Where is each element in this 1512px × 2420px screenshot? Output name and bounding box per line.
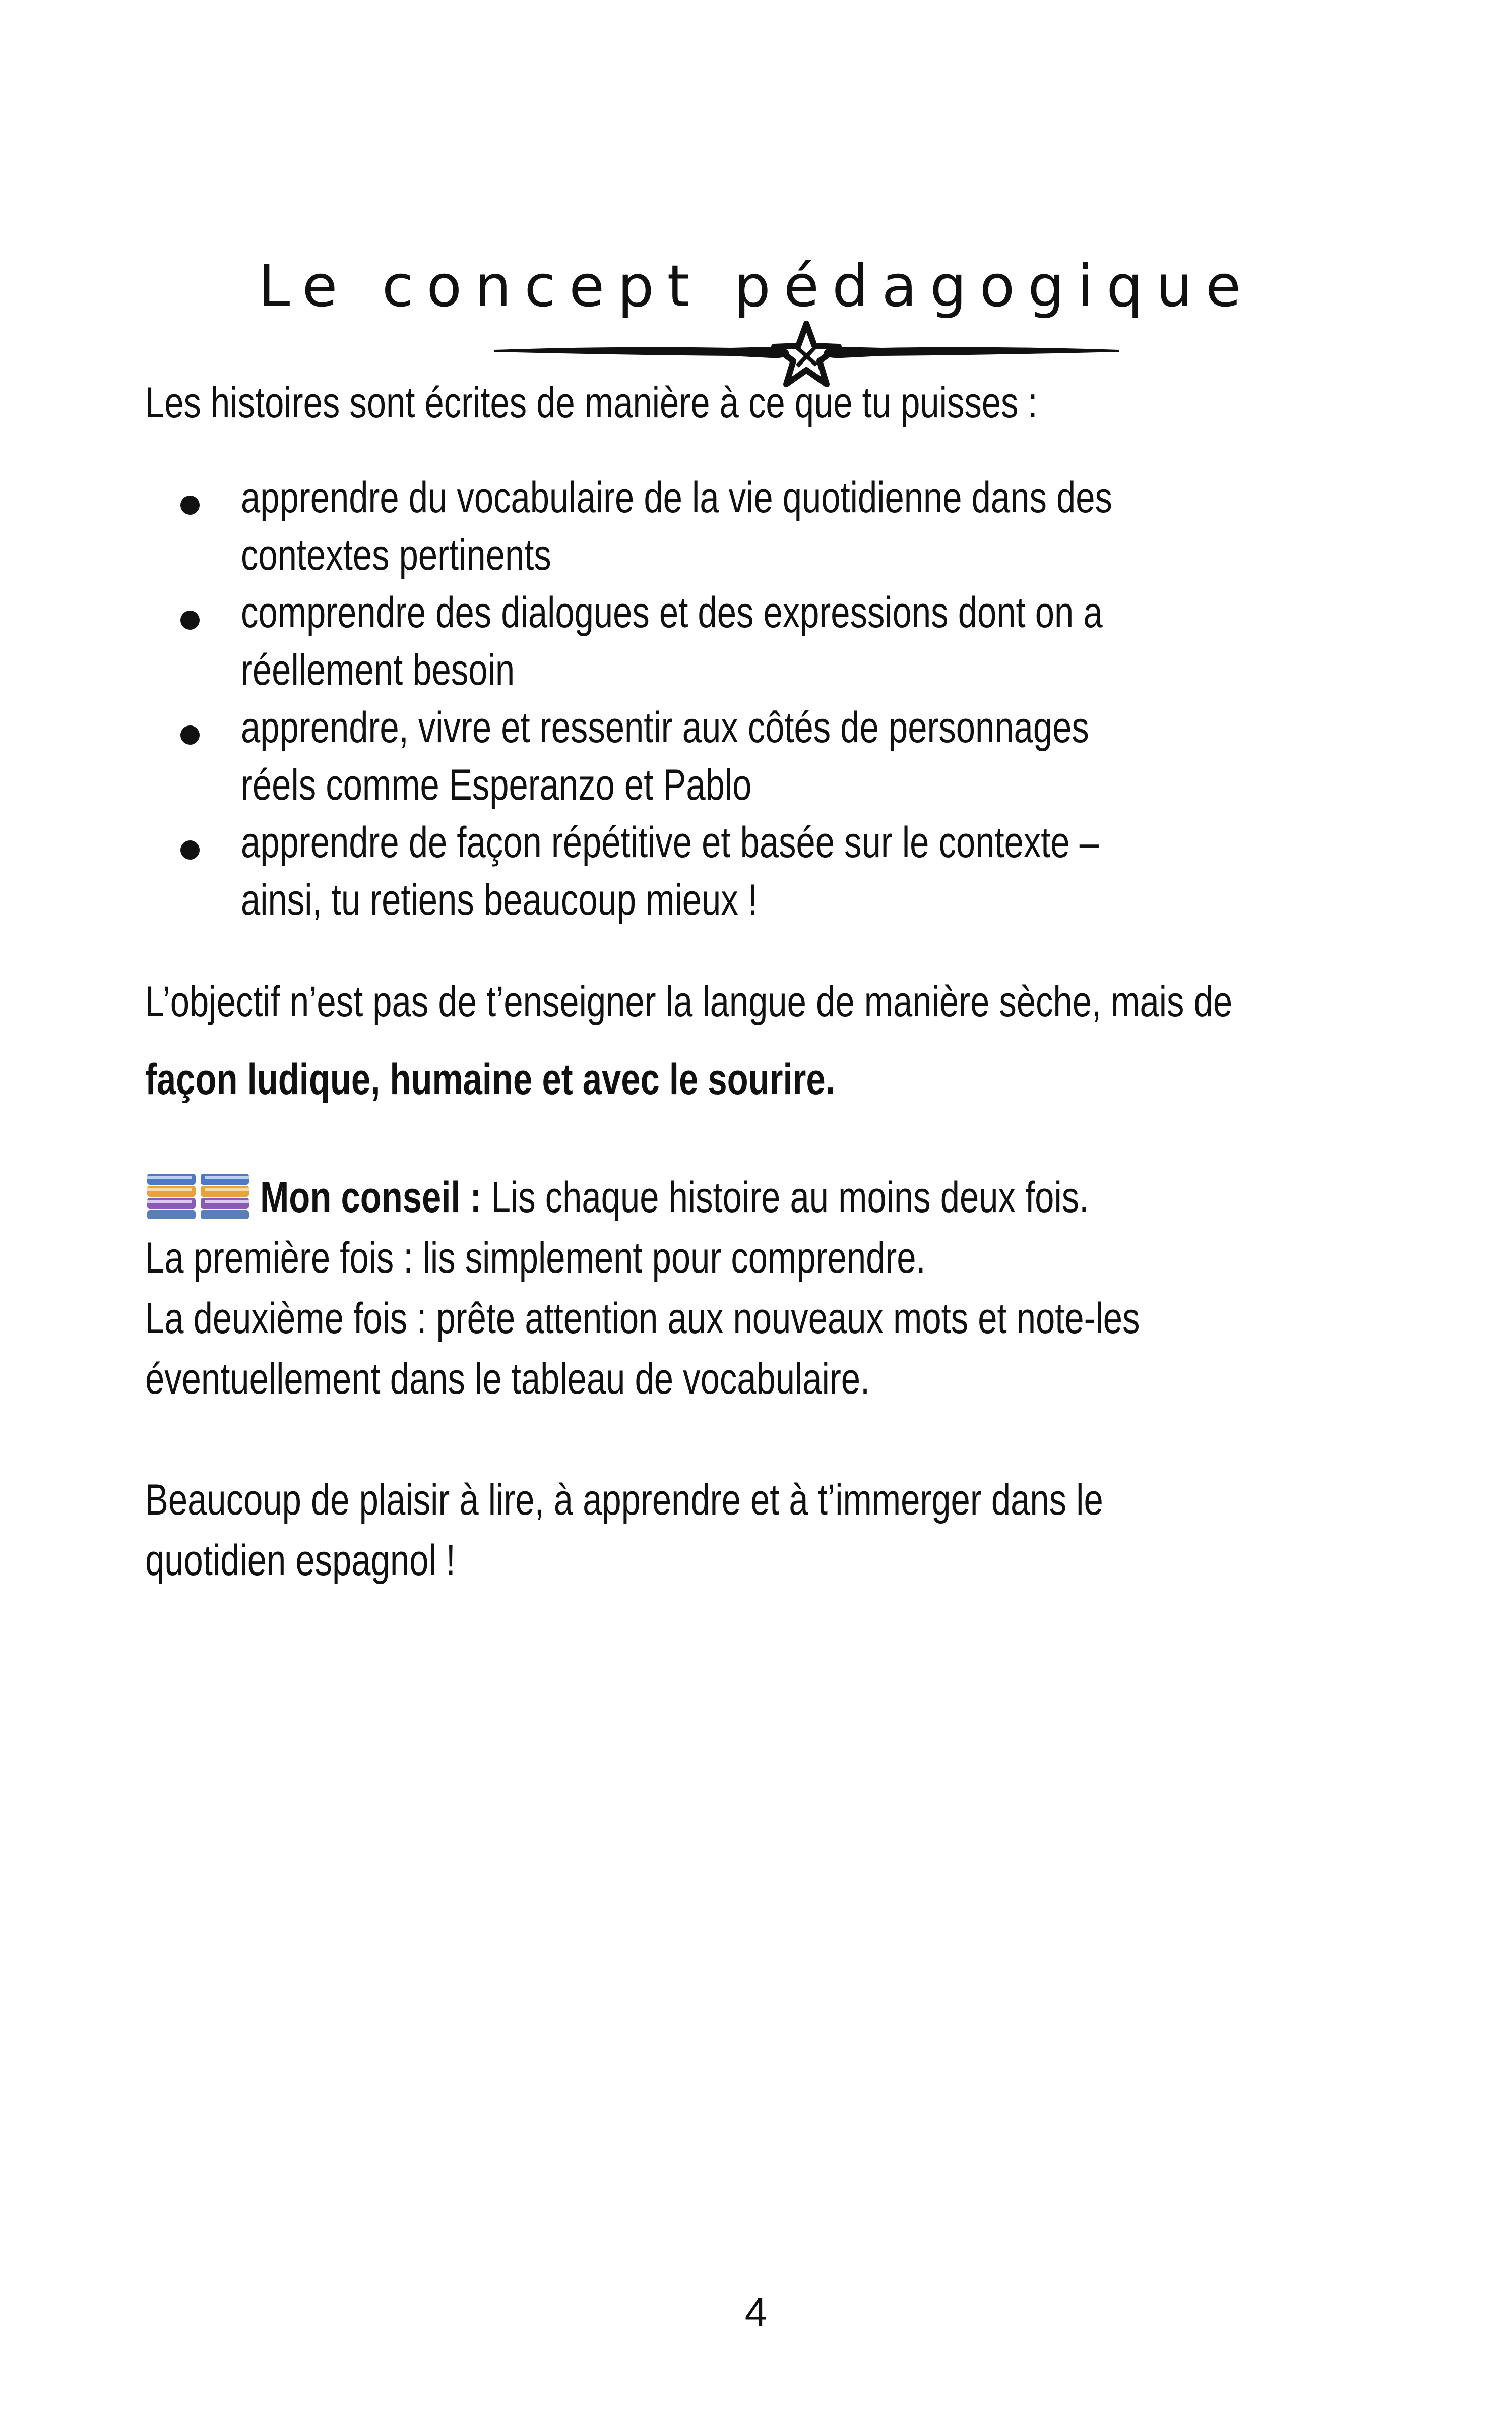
tip-line: La deuxième fois : prête attention aux nouveaux mots et note-les: [145, 1294, 1140, 1343]
list-item-line: apprendre, vivre et ressentir aux côtés de personnages: [241, 703, 1089, 752]
objective-emphasis: façon ludique, humaine et avec le sourire.: [145, 1055, 835, 1104]
tip-label: Mon conseil :: [260, 1173, 482, 1222]
bullet-icon: [180, 725, 200, 745]
tip-text: Lis chaque histoire au moins deux fois.: [481, 1173, 1089, 1222]
list-item-line: contextes pertinents: [241, 531, 551, 579]
page-number: 4: [744, 2289, 768, 2334]
list-item-line: apprendre de façon répétitive et basée sur le contexte –: [241, 818, 1099, 867]
list-item-line: comprendre des dialogues et des expressions dont on a: [241, 588, 1103, 637]
tip-line: éventuellement dans le tableau de vocabulaire.: [145, 1355, 870, 1403]
objective-text: L’objectif n’est pas de t’enseigner la langue de manière sèche, mais de: [145, 978, 1233, 1026]
bullet-icon: [180, 496, 200, 515]
bullet-icon: [180, 611, 200, 630]
list-item-line: réels comme Esperanzo et Pablo: [241, 761, 752, 809]
books-icon: [145, 1171, 251, 1221]
closing-text: quotidien espagnol !: [145, 1536, 456, 1585]
page-title: Le concept pédagogique: [258, 253, 1254, 320]
list-item-line: ainsi, tu retiens beaucoup mieux !: [241, 876, 758, 924]
bullet-icon: [180, 840, 200, 860]
list-item-line: réellement besoin: [241, 646, 515, 694]
closing-text: Beaucoup de plaisir à lire, à apprendre et à t’immerger dans le: [145, 1476, 1103, 1524]
tip-line: [260, 1169, 1089, 1226]
intro-text: Les histoires sont écrites de manière à ce que tu puisses :: [145, 379, 1038, 427]
list-item-line: apprendre du vocabulaire de la vie quotidienne dans des: [241, 473, 1112, 522]
tip-line: La première fois : lis simplement pour comprendre.: [145, 1234, 926, 1282]
